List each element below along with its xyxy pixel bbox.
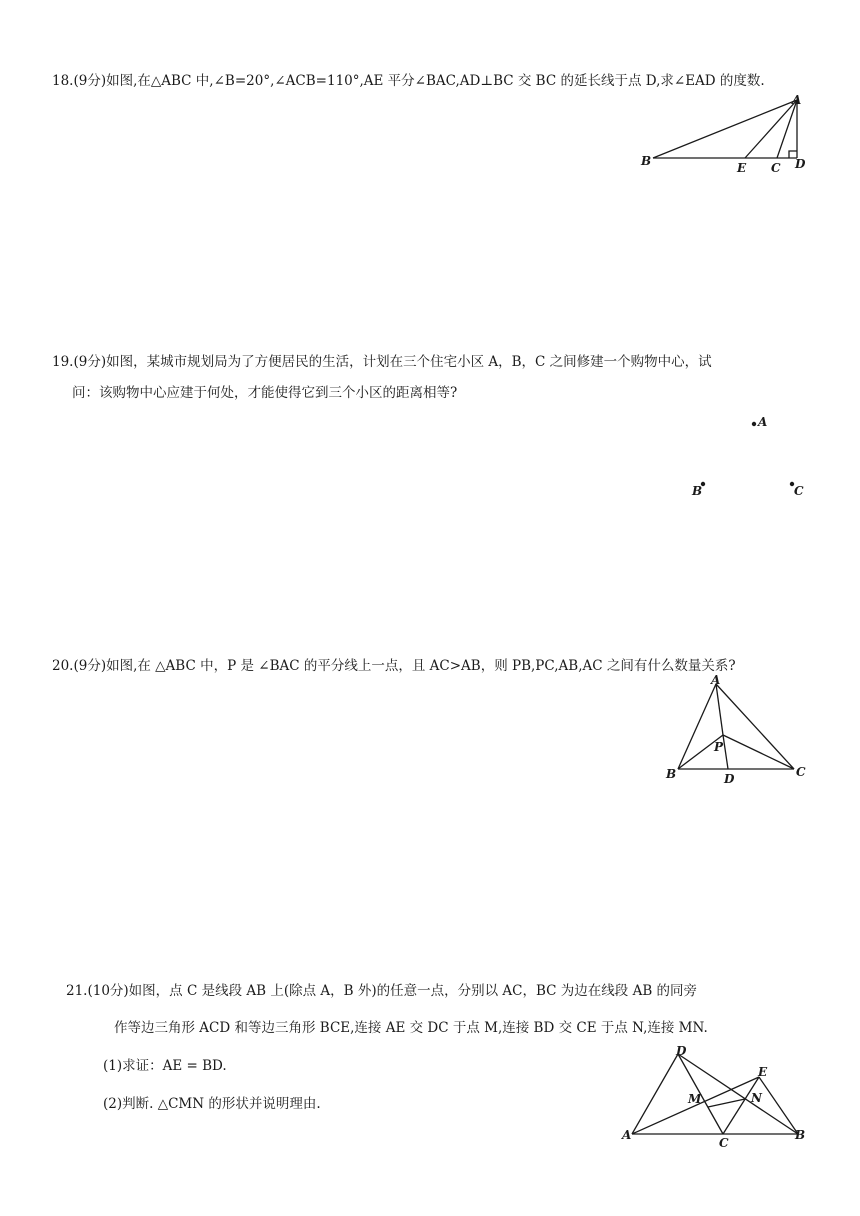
q20-label-P: P (714, 740, 724, 754)
question-20-figure (660, 675, 820, 790)
q21-label-E: E (758, 1065, 768, 1079)
q19-label-C: C (794, 484, 804, 498)
q20-label-D: D (724, 772, 735, 786)
q21-label-D: D (676, 1044, 687, 1058)
question-18-text: 18.(9分)如图,在△ABC 中,∠B=20°,∠ACB=110°,AE 平分∠BAC,AD⊥BC 交 BC 的延长线于点 D,求∠EAD 的度数. (52, 73, 765, 89)
question-21-figure (618, 1042, 818, 1152)
q18-label-B: B (641, 154, 652, 168)
q20-label-B: B (666, 767, 677, 781)
q21-label-B: B (795, 1128, 806, 1142)
q21-label-N: N (751, 1091, 762, 1105)
question-19-figure (678, 410, 818, 520)
q19-label-A: A (758, 415, 768, 429)
question-21-part-1: (1)求证：AE = BD. (103, 1058, 227, 1074)
question-19-line-1: 19.(9分)如图，某城市规划局为了方便居民的生活，计划在三个住宅小区 A，B，C 之间修建一个购物中心，试 (52, 354, 712, 370)
q19-label-B: B (692, 484, 703, 498)
question-21-line-2: 作等边三角形 ACD 和等边三角形 BCE,连接 AE 交 DC 于点 M,连接 BD 交 CE 于点 N,连接 MN. (114, 1020, 708, 1036)
q18-label-C: C (771, 161, 781, 175)
q20-label-A: A (711, 675, 721, 687)
question-18-figure (635, 90, 815, 180)
q20-label-C: C (796, 765, 806, 779)
q21-label-A: A (622, 1128, 632, 1142)
q18-label-E: E (737, 161, 747, 175)
question-19-line-2: 问：该购物中心应建于何处，才能使得它到三个小区的距离相等? (72, 385, 458, 401)
question-20-text: 20.(9分)如图,在 △ABC 中，P 是 ∠BAC 的平分线上一点，且 AC>AB，则 PB,PC,AB,AC 之间有什么数量关系? (52, 658, 736, 674)
q18-label-A: A (792, 93, 802, 107)
question-21-part-2: (2)判断. △CMN 的形状并说明理由. (103, 1096, 321, 1112)
q21-label-C: C (719, 1136, 729, 1150)
q18-label-D: D (795, 157, 806, 171)
question-21-line-1: 21.(10分)如图，点 C 是线段 AB 上(除点 A，B 外)的任意一点，分别以 AC，BC 为边在线段 AB 的同旁 (66, 983, 698, 999)
q21-label-M: M (688, 1092, 702, 1106)
